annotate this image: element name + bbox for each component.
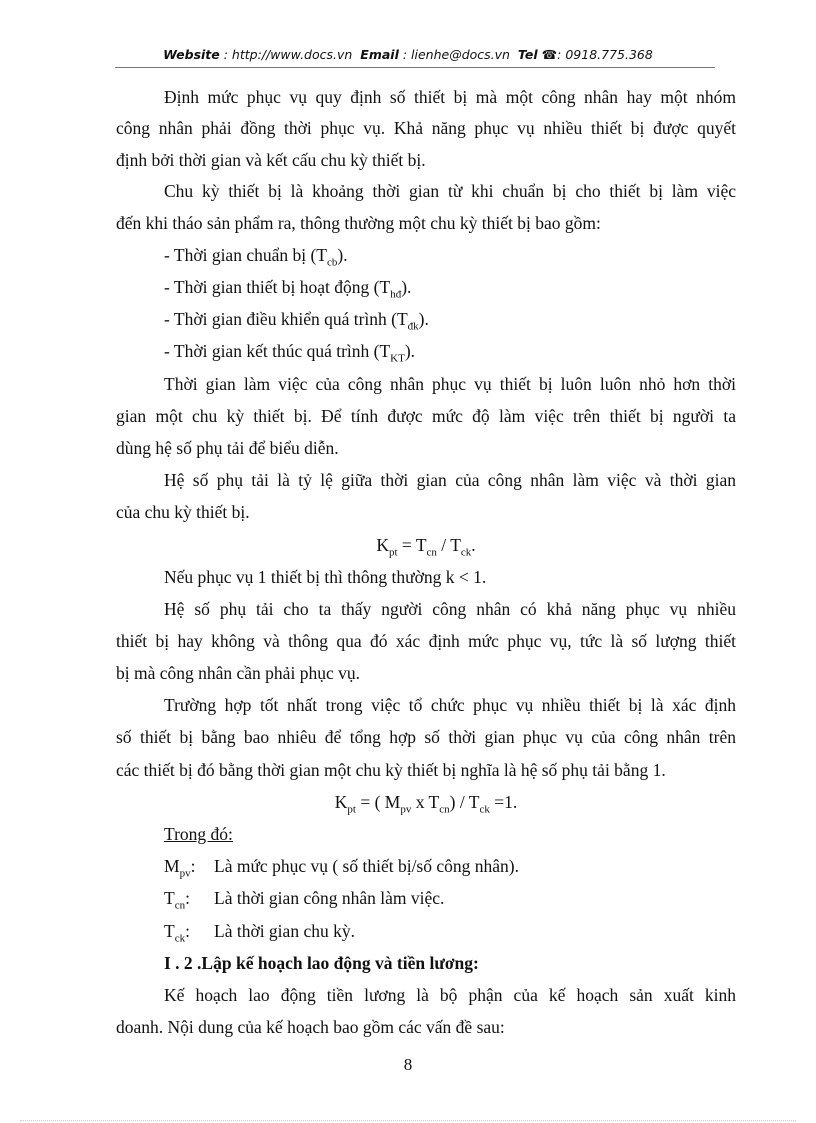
text-line: Kế hoạch lao động tiền lương là bộ phận của kế hoạch sản xuất kinh — [164, 985, 736, 1005]
website-label: Website — [163, 47, 220, 62]
text-line: Hệ số phụ tải cho ta thấy người công nhân có khả năng phục vụ nhiều — [164, 599, 736, 619]
text-line: đến khi tháo sản phẩm ra, thông thường một chu kỳ thiết bị bao gồm: — [116, 213, 601, 233]
text-line: Trường hợp tốt nhất trong việc tổ chức phục vụ nhiều thiết bị là xác định — [164, 695, 736, 715]
list-item: - Thời gian kết thúc quá trình $(T_{KT})$. — [164, 341, 416, 365]
formula-kpt-mpv: $K_{pt}$ = ( $M_{pv}$ x $T_{cn}) / T_{ck} =1$. — [334, 792, 518, 816]
email-label: Email — [360, 47, 399, 62]
text-line: Hệ số phụ tải là tỷ lệ giữa thời gian của công nhân làm việc và thời gian — [164, 470, 736, 490]
tel-value: : 0918.775.368 — [557, 47, 653, 62]
text-line: của chu kỳ thiết bị. — [116, 502, 250, 522]
text-line: Chu kỳ thiết bị là khoảng thời gian từ khi chuẩn bị cho thiết bị làm việc — [164, 181, 736, 201]
text-line: dùng hệ số phụ tải để biểu diễn. — [116, 438, 339, 458]
text-line: Nếu phục vụ 1 thiết bị thì thông thường k < 1. — [164, 567, 487, 587]
website-url[interactable]: : http://www.docs.vn — [223, 47, 353, 62]
text-line: thiết bị hay không và thông qua đó xác định mức phục vụ, tức là số lượng thiết — [116, 631, 736, 651]
text-line: các thiết bị đó bằng thời gian một chu kỳ thiết bị nghĩa là hệ số phụ tải bằng 1. — [116, 760, 666, 780]
where-label: Trong đó: — [164, 824, 233, 844]
text-line: Thời gian làm việc của công nhân phục vụ thiết bị luôn luôn nhỏ hơn thời — [164, 374, 736, 394]
text-line: số thiết bị bằng bao nhiêu để tổng hợp số thời gian phục vụ của công nhân trên — [116, 727, 736, 747]
text-line: gian một chu kỳ thiết bị. Để tính được mức độ làm việc trên thiết bị người ta — [116, 406, 736, 426]
tel-label: Tel — [517, 47, 538, 62]
definition-tcn: $T_{cn}$: Là thời gian công nhân làm việc. — [164, 888, 445, 912]
list-item: - Thời gian thiết bị hoạt động $(T_{hđ})$. — [164, 277, 412, 301]
text-line: Định mức phục vụ quy định số thiết bị mà một công nhân hay một nhóm — [164, 87, 736, 107]
text-line: định bởi thời gian và kết cấu chu kỳ thiết bị. — [116, 150, 426, 170]
text-line: bị mà công nhân cần phải phục vụ. — [116, 663, 360, 683]
text-line: doanh. Nội dung của kế hoạch bao gồm các vấn đề sau: — [116, 1017, 505, 1037]
section-heading: I . 2 .Lập kế hoạch lao động và tiền lương: — [164, 953, 479, 973]
definition-mpv: $M_{pv}$: Là mức phục vụ ( số thiết bị/số công nhân). — [164, 856, 519, 880]
phone-icon: ☎ — [541, 47, 558, 62]
list-item: - Thời gian chuẩn bị $(T_{cb})$. — [164, 245, 348, 269]
email-value[interactable]: : lienhe@docs.vn — [402, 47, 510, 62]
formula-kpt: $K_{pt} = T_{cn} / T_{ck}$. — [376, 535, 476, 559]
page-bottom-border — [20, 1120, 796, 1121]
text-line: công nhân phải đồng thời phục vụ. Khả năng phục vụ nhiều thiết bị được quyết — [116, 118, 736, 138]
definition-tck: $T_{ck}$: Là thời gian chu kỳ. — [164, 921, 355, 945]
list-item: - Thời gian điều khiển quá trình $(T_{đk})$. — [164, 309, 429, 333]
page-number: 8 — [403, 1055, 413, 1074]
